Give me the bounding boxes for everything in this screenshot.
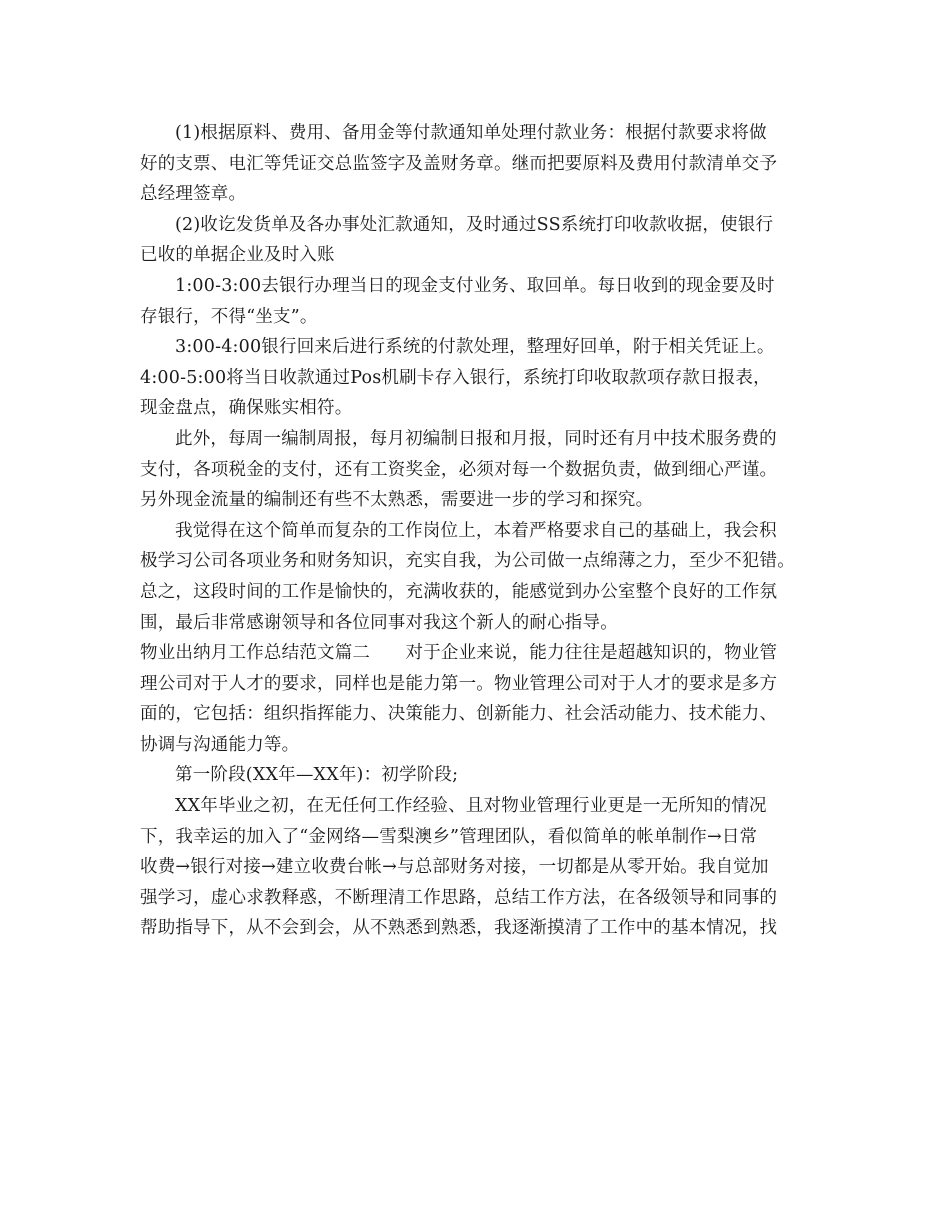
text-line: 协调与沟通能力等。 bbox=[140, 734, 300, 755]
text-line: 极学习公司各项业务和财务知识，充实自我，为公司做一点绵薄之力，至少不犯错。 bbox=[140, 551, 795, 572]
text-line: 帮助指导下，从不会到会，从不熟悉到熟悉，我逐渐摸清了工作中的基本情况，找 bbox=[140, 918, 778, 939]
stage-heading-line: 第一阶段(XX年—XX年)：初学阶段; bbox=[175, 765, 459, 786]
text-line: 4:00-5:00将当日收款通过Pos机刷卡存入银行，系统打印收取款项存款日报表， bbox=[140, 367, 771, 388]
text-line: 另外现金流量的编制还有些不太熟悉，需要进一步的学习和探究。 bbox=[140, 490, 654, 511]
text-line: 总之，这段时间的工作是愉快的，充满收获的，能感觉到办公室整个良好的工作氛 bbox=[140, 581, 778, 602]
text-line: 现金盘点，确保账实相符。 bbox=[140, 398, 353, 419]
text-line: 支付，各项税金的支付，还有工资奖金，必须对每一个数据负责，做到细心严谨。 bbox=[140, 459, 778, 480]
text-line: 好的支票、电汇等凭证交总监签字及盖财务章。继而把要原料及费用付款清单交予 bbox=[140, 153, 778, 174]
text-line: 下，我幸运的加入了“金网络—雪梨澳乡”管理团队，看似简单的帐单制作→日常 bbox=[140, 826, 758, 847]
text-line: 已收的单据企业及时入账 bbox=[140, 245, 335, 266]
text-line: 强学习，虚心求教释惑，不断理清工作思路，总结工作方法，在各级领导和同事的 bbox=[140, 887, 778, 908]
text-line: 围，最后非常感谢领导和各位同事对我这个新人的耐心指导。 bbox=[140, 612, 618, 633]
text-line: 收费→银行对接→建立收费台帐→与总部财务对接，一切都是从零开始。我自觉加 bbox=[140, 857, 769, 878]
text-line: 1:00-3:00去银行办理当日的现金支付业务、取回单。每日收到的现金要及时 bbox=[175, 275, 775, 296]
text-line: (1)根据原料、费用、备用金等付款通知单处理付款业务：根据付款要求将做 bbox=[175, 123, 767, 143]
text-line: 理公司对于人才的要求，同样也是能力第一。物业管理公司对于人才的要求是多方 bbox=[140, 673, 778, 694]
text-line: 此外，每周一编制周报，每月初编制日报和月报，同时还有月中技术服务费的 bbox=[175, 428, 777, 449]
text-line: XX年毕业之初，在无任何工作经验、且对物业管理行业更是一无所知的情况 bbox=[175, 796, 767, 817]
section-heading-line: 物业出纳月工作总结范文篇二 对于企业来说，能力往往是超越知识的，物业管 bbox=[140, 643, 778, 664]
text-line: 我觉得在这个简单而复杂的工作岗位上，本着严格要求自己的基础上，我会积 bbox=[175, 520, 777, 541]
text-line: 面的，它包括：组织指挥能力、决策能力、创新能力、社会活动能力、技术能力、 bbox=[140, 704, 778, 725]
text-line: 3:00-4:00银行回来后进行系统的付款处理，整理好回单，附于相关凭证上。 bbox=[175, 337, 775, 358]
text-line: 存银行，不得“坐支”。 bbox=[140, 306, 318, 327]
text-line: (2)收讫发货单及各办事处汇款通知，及时通过SS系统打印收款收据，使银行 bbox=[175, 214, 774, 235]
document-body bbox=[140, 118, 820, 944]
text-line: 总经理签章。 bbox=[140, 184, 247, 205]
